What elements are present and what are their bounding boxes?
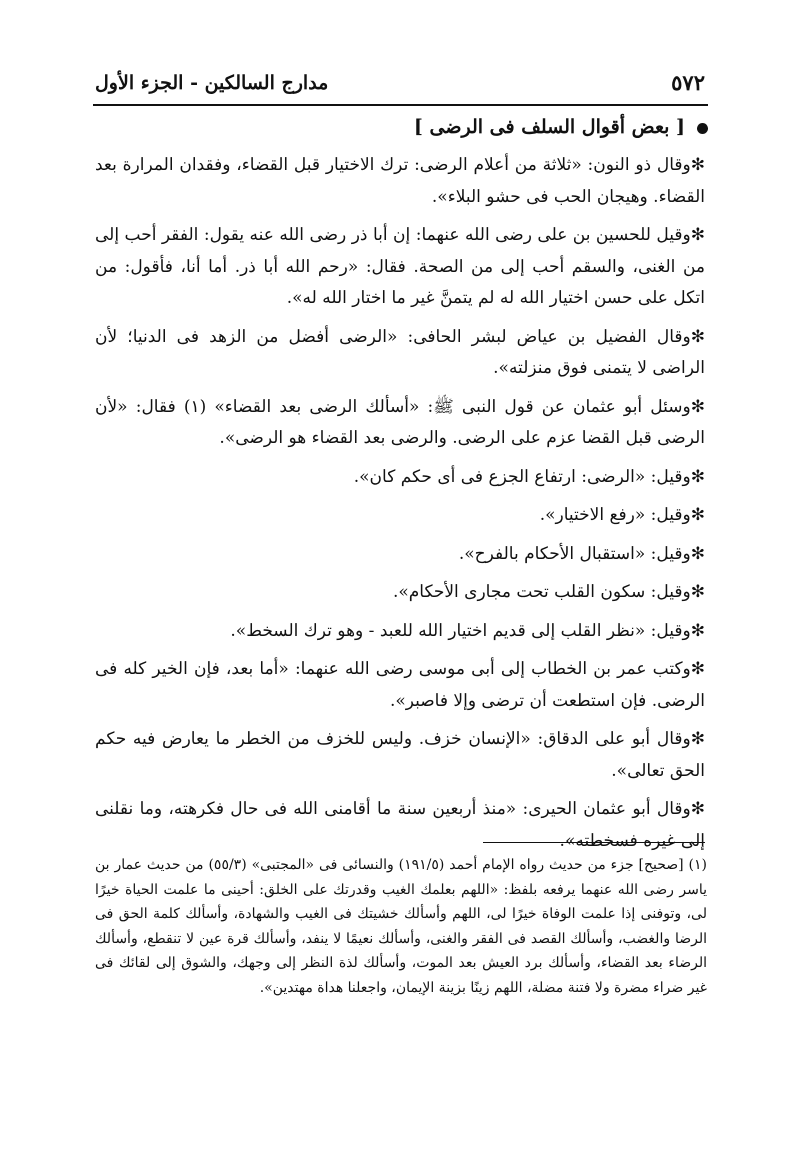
- bullet-icon: [697, 123, 708, 134]
- paragraph: ✻وقال أبو عثمان الحيرى: «منذ أربعين سنة ما أقامنى الله فى حال فكرهته، وما نقلنى إلى غيره فسخطته».: [95, 799, 705, 851]
- paragraph: ✻وقيل: سكون القلب تحت مجارى الأحكام».: [392, 582, 705, 602]
- paragraph: ✻وقيل: «نظر القلب إلى قديم اختيار الله للعبد - وهو ترك السخط».: [230, 620, 705, 641]
- header-rule: [93, 104, 708, 106]
- main-text: [95, 150, 705, 864]
- paragraph: ✻وقيل للحسين بن على رضى الله عنهما: إن أبا ذر رضى الله عنه يقول: الفقر أحب إلى من الغنى، والسقم أحب إلى من الصحة. فقال: «رحم الله أبا ذر. أما أنا، فأقول: من اتكل على حسن اختيار الله له لم يتمنَّ غير ما اختار الله له».: [95, 225, 705, 308]
- page-header: [95, 68, 705, 102]
- paragraph: ✻وكتب عمر بن الخطاب إلى أبى موسى رضى الله عنهما: «أما بعد، فإن الخير كله فى الرضى. فإن استطعت أن ترضى وإلا فاصبر».: [95, 659, 705, 711]
- footnote-rule: [483, 842, 705, 843]
- section-heading-text: [ بعض أقوال السلف فى الرضى ]: [413, 116, 685, 138]
- paragraph: ✻وقال ذو النون: «ثلاثة من أعلام الرضى: ترك الاختيار قبل القضاء، وفقدان المرارة بعد القضاء. وهيجان الحب فى حشو البلاء».: [95, 155, 705, 207]
- running-title: مدارج السالكين - الجزء الأول: [95, 72, 329, 94]
- paragraph: ✻وقال أبو على الدقاق: «الإنسان خزف. وليس للخزف من الخطر ما يعارض فيه حكم الحق تعالى».: [95, 729, 705, 781]
- paragraph: ✻وقال الفضيل بن عياض لبشر الحافى: «الرضى أفضل من الزهد فى الدنيا؛ لأن الراضى لا يتمنى فوق منزلته».: [95, 326, 705, 378]
- paragraph: ✻وسئل أبو عثمان عن قول النبى ﷺ: «أسألك الرضى بعد القضاء» (١) فقال: «لأن الرضى قبل القضا عزم على الرضى. والرضى بعد القضاء هو الرضى».: [95, 396, 705, 448]
- paragraph: ✻وقيل: «استقبال الأحكام بالفرح».: [458, 543, 705, 564]
- paragraph: ✻وقيل: «الرضى: ارتفاع الجزع فى أى حكم كان».: [353, 466, 705, 487]
- page-number: ٥٧٢: [671, 70, 705, 95]
- footnote: (١) [صحيح] جزء من حديث رواه الإمام أحمد (١٩١/٥) والنسائى فى «المجتبى» (٥٥/٣) من حديث عمار بن ياسر رضى الله عنهما يرفعه بلفظ: «اللهم بعلمك الغيب وقدرتك على الخلق: أحينى ما علمت الحياة خيرًا لى، وتوفنى إذا علمت الوفاة خيرًا لى، اللهم وأسألك خشيتك فى الغيب والشهادة، وأسألك كلمة الحق فى الرضا والغضب، وأسألك القصد فى الفقر والغنى، وأسألك نعيمًا لا ينفد، وأسألك قرة عين لا تنقطع، وأسألك الرضاء بعد القضاء، وأسألك برد العيش بعد الموت، وأسألك لذة النظر إلى وجهك، والشوق إلى لقائك فى غير ضراء مضرة ولا فتنة مضلة، اللهم زينًا بزينة الإيمان، واجعلنا هداة مهتدين».: [95, 857, 707, 996]
- paragraph: ✻وقيل: «رفع الاختيار».: [539, 505, 705, 525]
- section-heading: [414, 116, 708, 138]
